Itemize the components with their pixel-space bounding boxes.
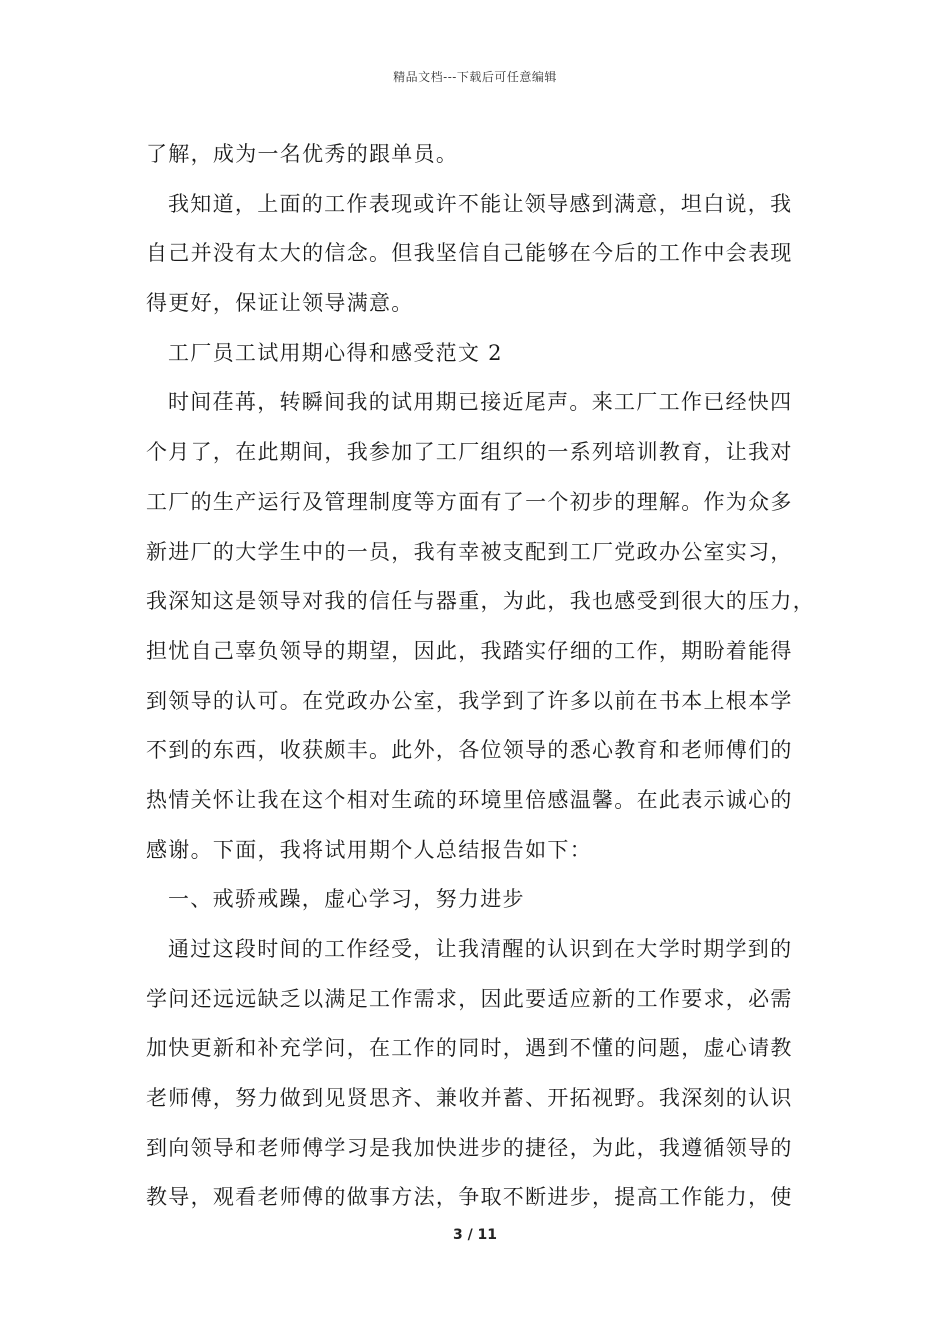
text-line: 得更好，保证让领导满意。 [146, 291, 414, 316]
text-line: 不到的东西，收获颇丰。此外，各位领导的悉心教育和老师傅们的 [146, 738, 793, 763]
text-line: 到领导的认可。在党政办公室，我学到了许多以前在书本上根本学 [146, 688, 793, 713]
text-line: 学问还远远缺乏以满足工作需求，因此要适应新的工作要求，必需 [146, 986, 793, 1011]
paragraph-start-line: 时间荏苒，转瞬间我的试用期已接近尾声。来工厂工作已经快四 [168, 390, 793, 415]
text-line: 工厂的生产运行及管理制度等方面有了一个初步的理解。作为众多 [146, 489, 793, 514]
text-line: 我深知这是领导对我的信任与器重，为此，我也感受到很大的压力， [146, 589, 815, 614]
body-text [146, 130, 816, 1223]
text-line: 个月了，在此期间，我参加了工厂组织的一系列培训教育，让我对 [146, 440, 793, 465]
text-line: 感谢。下面，我将试用期个人总结报告如下： [146, 837, 592, 862]
text-line: 到向领导和老师傅学习是我加快进步的捷径，为此，我遵循领导的 [146, 1135, 793, 1160]
text-line: 自己并没有太大的信念。但我坚信自己能够在今后的工作中会表现 [146, 241, 793, 266]
section-heading: 工厂员工试用期心得和感受范文 2 [168, 340, 503, 365]
text-line: 加快更新和补充学问，在工作的同时，遇到不懂的问题，虚心请教 [146, 1036, 793, 1061]
page-header: 精品文档---下载后可任意编辑 [393, 70, 557, 84]
paragraph-start-line: 我知道，上面的工作表现或许不能让领导感到满意，坦白说，我 [168, 191, 793, 216]
text-line: 老师傅，努力做到见贤思齐、兼收并蓄、开拓视野。我深刻的认识 [146, 1086, 793, 1111]
text-line: 新进厂的大学生中的一员，我有幸被支配到工厂党政办公室实习， [146, 539, 793, 564]
subsection-heading: 一、戒骄戒躁，虚心学习，努力进步 [168, 887, 525, 912]
paragraph-start-line: 通过这段时间的工作经受，让我清醒的认识到在大学时期学到的 [168, 937, 793, 961]
text-line: 了解，成为一名优秀的跟单员。 [146, 142, 459, 166]
text-line: 教导，观看老师傅的做事方法，争取不断进步，提高工作能力，使 [146, 1185, 793, 1210]
text-line: 热情关怀让我在这个相对生疏的环境里倍感温馨。在此表示诚心的 [146, 787, 793, 812]
text-line: 担忧自己辜负领导的期望，因此，我踏实仔细的工作，期盼着能得 [146, 638, 793, 663]
page-number: 3 / 11 [452, 1227, 498, 1243]
